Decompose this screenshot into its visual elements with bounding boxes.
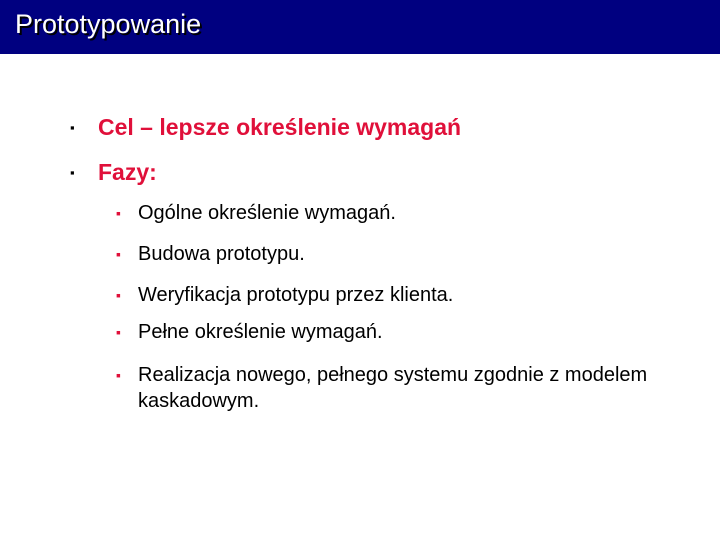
sub-bullet-text: Weryfikacja prototypu przez klienta. bbox=[138, 284, 454, 306]
bullet-text: Cel – lepsze określenie wymagań bbox=[98, 114, 462, 140]
sub-bullet-item bbox=[116, 362, 658, 414]
square-bullet-icon: ▪ bbox=[70, 165, 75, 180]
square-bullet-icon: ▪ bbox=[116, 324, 121, 340]
sub-bullet-item bbox=[116, 282, 658, 308]
square-bullet-icon: ▪ bbox=[116, 205, 121, 221]
bullet-text: Fazy: bbox=[98, 159, 157, 185]
sub-bullet-text: Pełne określenie wymagań. bbox=[138, 321, 383, 343]
sub-bullet-item bbox=[116, 319, 658, 345]
sub-bullet-text: Realizacja nowego, pełnego systemu zgodnie z modelem kaskadowym. bbox=[138, 364, 648, 412]
bullet-item bbox=[70, 113, 461, 141]
square-bullet-icon: ▪ bbox=[70, 120, 75, 135]
sub-bullet-item bbox=[116, 241, 658, 267]
bullet-item bbox=[70, 158, 157, 186]
sub-bullet-text: Budowa prototypu. bbox=[138, 243, 305, 265]
sub-bullet-text: Ogólne określenie wymagań. bbox=[138, 202, 396, 224]
sub-bullet-item bbox=[116, 200, 658, 226]
square-bullet-icon: ▪ bbox=[116, 367, 121, 383]
slide-title: Prototypowanie bbox=[15, 9, 202, 39]
square-bullet-icon: ▪ bbox=[116, 246, 121, 262]
square-bullet-icon: ▪ bbox=[116, 287, 121, 303]
title-bar bbox=[0, 0, 720, 54]
